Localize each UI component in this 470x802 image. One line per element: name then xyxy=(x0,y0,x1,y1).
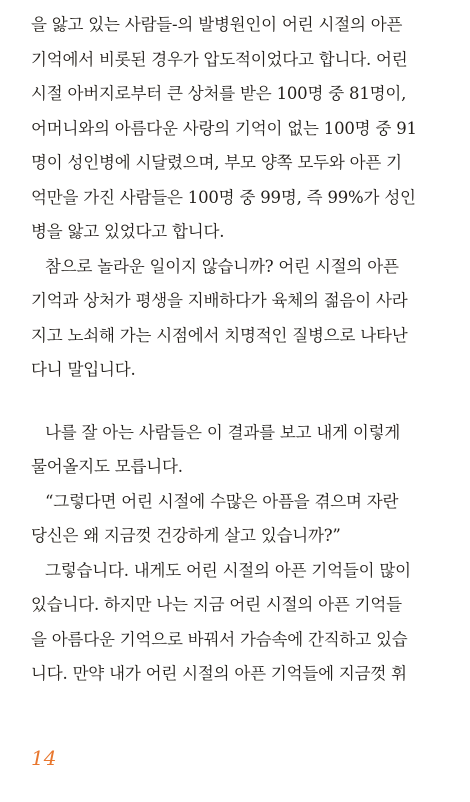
text-line: 어머니와의 아름다운 사랑의 기억이 없는 100명 중 91 xyxy=(31,118,417,138)
text-line: 나를 잘 아는 사람들은 이 결과를 보고 내게 이렇게 xyxy=(45,422,401,442)
text-line: 억만을 가진 사람들은 100명 중 99명, 즉 99%가 성인 xyxy=(31,187,416,207)
text-line: 명이 성인병에 시달렸으며, 부모 양쪽 모두와 아픈 기 xyxy=(31,153,402,172)
section-gap xyxy=(31,388,441,416)
text-line: 참으로 놀라운 일이지 않습니까? 어린 시절의 아픈 xyxy=(45,256,399,276)
body-text xyxy=(31,8,441,692)
text-line: 기억과 상처가 평생을 지배하다가 육체의 젊음이 사라 xyxy=(31,291,408,310)
text-line: 지고 노쇠해 가는 시점에서 치명적인 질병으로 나타난 xyxy=(31,325,408,345)
text-line: 니다. 만약 내가 어린 시절의 아픈 기억들에 지금껏 휘 xyxy=(31,664,407,683)
page-number: 14 xyxy=(31,746,57,770)
text-line: 물어올지도 모릅니다. xyxy=(31,457,183,476)
quote-line: “그렇다면 어린 시절에 수많은 아픔을 겪으며 자란 xyxy=(45,491,399,511)
quote-line: 당신은 왜 지금껏 건강하게 살고 있습니까?” xyxy=(31,526,341,545)
text-line: 병을 앓고 있었다고 합니다. xyxy=(31,222,225,241)
text-line: 그렇습니다. 내게도 어린 시절의 아픈 기억들이 많이 xyxy=(45,560,411,580)
text-line: 기억에서 비롯된 경우가 압도적이었다고 합니다. 어린 xyxy=(31,49,408,69)
text-line: 을 아름다운 기억으로 바꿔서 가슴속에 간직하고 있습 xyxy=(31,629,408,649)
text-line: 시절 아버지로부터 큰 상처를 받은 100명 중 81명이, xyxy=(31,84,407,103)
text-line: 을 앓고 있는 사람들-의 발병원인이 어린 시절의 아픈 xyxy=(31,15,403,34)
text-line: 다니 말입니다. xyxy=(31,360,136,379)
text-line: 있습니다. 하지만 나는 지금 어린 시절의 아픈 기억들 xyxy=(31,595,402,614)
